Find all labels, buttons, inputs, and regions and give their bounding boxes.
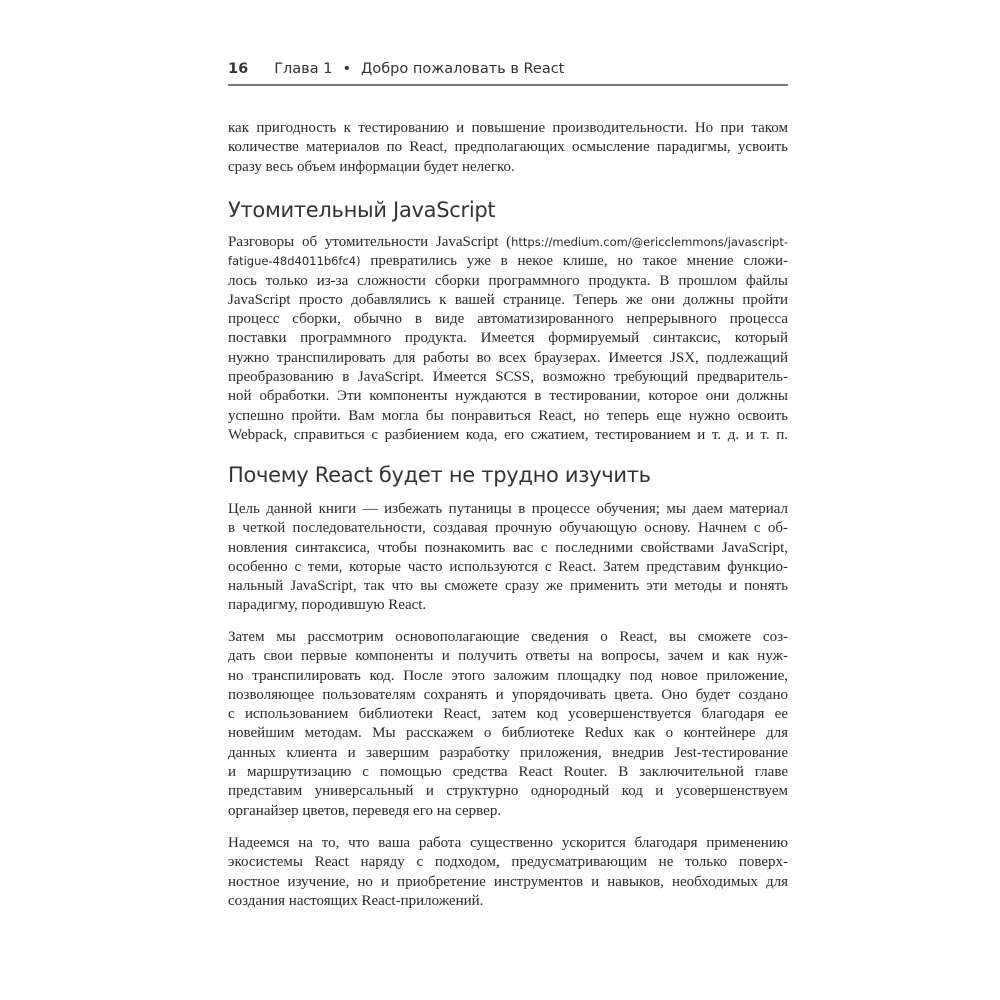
text-line: преобразованию в JavaScript. Имеется SCSS, возможно требующий предваритель-: [228, 369, 788, 386]
text-line: новейшим методам. Мы расскажем о библиотеке Redux как о контейнере для: [228, 725, 788, 742]
text-line: дать свои первые компоненты и получить ответы на вопросы, зачем и как нуж-: [228, 648, 788, 665]
text-line: Затем мы рассмотрим основополагающие сведения о React, вы сможете соз-: [228, 629, 788, 645]
text-line: в четкой последовательности, создавая прочную обучающую основу. Начнем с об-: [228, 520, 788, 537]
text-line: данных клиента и завершим разработку приложения, внедрив Jest-тестирование: [228, 744, 788, 761]
chapter-label: Глава 1: [274, 61, 333, 77]
text-line: успешно пройти. Вам могла бы понравиться React, но теперь еще нужно освоить: [228, 407, 788, 424]
text-line: нужно транспилировать для работы во всех браузерах. Имеется JSX, подлежащий: [228, 349, 788, 366]
chapter-title: Добро пожаловать в React: [361, 61, 565, 77]
url-link[interactable]: https://medium.com/@ericclemmons/javascript-: [511, 235, 788, 249]
text-span: Разговоры об утомительности JavaScript (: [228, 234, 512, 250]
page-number: 16: [228, 61, 249, 77]
text-line: [228, 233, 788, 252]
text-line: Надеемся на то, что ваша работа существенно ускорится благодаря применению: [228, 835, 788, 851]
text-line: Webpack, справиться с разбиением кода, его сжатием, тестированием и т. д. и т. п.: [228, 426, 788, 443]
text-line: позволяющее пользователям сохранять и упорядочивать цвета. Оно будет создано: [228, 686, 788, 703]
paragraph-fatigue: [228, 233, 788, 445]
text-line: ной обработки. Эти компоненты нуждаются в тестировании, которое они должны: [228, 388, 788, 405]
text-line: но транспилировать код. После этого заложим площадку под новое приложение,: [228, 667, 788, 684]
text-line: создания настоящих React-приложений.: [228, 892, 484, 909]
text-line: и маршрутизацию с помощью средства React Router. В заключительной главе: [228, 764, 788, 781]
bullet-separator: •: [342, 61, 352, 77]
text-line: Цель данной книги — избежать путаницы в процессе обучения; мы даем материал: [228, 501, 788, 517]
text-line: новления синтаксиса, чтобы познакомить вас с последними свойствами JavaScript,: [228, 539, 788, 556]
text-line: сразу весь объем информации будет нелегко.: [228, 158, 515, 175]
text-line: как пригодность к тестированию и повышение производительности. Но при таком: [228, 120, 788, 136]
text-line: с использованием библиотеки React, затем код усовершенствуется благодаря ее: [228, 706, 788, 723]
paragraph-plan: [228, 628, 788, 821]
section-heading: Утомительный JavaScript: [228, 198, 496, 222]
section-heading: Почему React будет не трудно изучить: [228, 463, 651, 487]
paragraph-intro: [228, 119, 788, 177]
text-line: количестве материалов по React, предполагающих осмысление парадигмы, усвоить: [228, 139, 788, 156]
text-line: представим универсальный и структурно однородный код и усовершенствуем: [228, 783, 788, 800]
text-line: JavaScript просто добавлялись к вашей странице. Теперь же они должны пройти: [228, 291, 788, 308]
header-rule: [228, 84, 788, 86]
text-line: [228, 252, 788, 271]
text-line: органайзер цветов, переведя его на сервер.: [228, 802, 502, 819]
text-line: нальный JavaScript, так что вы сможете сразу же применить эти методы и понять: [228, 578, 788, 595]
text-line: процесс сборки, обычно в виде автоматизированного непрерывного процесса: [228, 311, 788, 328]
text-line: особенно с теми, которые часто используются с React. Затем представим функцио-: [228, 558, 788, 575]
text-line: лось только из-за сложности сборки программного продукта. В прошлом файлы: [228, 272, 788, 289]
text-line: поставки программного продукта. Имеется формируемый синтаксис, который: [228, 330, 788, 347]
running-header: [228, 58, 788, 80]
paragraph-closing: [228, 834, 788, 911]
text-span: превратились уже в некое клише, но такое мнение сложи-: [360, 253, 788, 270]
paragraph-goal: [228, 500, 788, 616]
text-line: ностное изучение, но и приобретение инструментов и навыков, необходимых для: [228, 873, 788, 890]
url-link[interactable]: fatigue-48d4011b6fc4): [228, 254, 361, 269]
text-line: парадигму, породившую React.: [228, 597, 427, 614]
text-line: экосистемы React наряду с подходом, предусматривающим не только поверх-: [228, 854, 788, 871]
